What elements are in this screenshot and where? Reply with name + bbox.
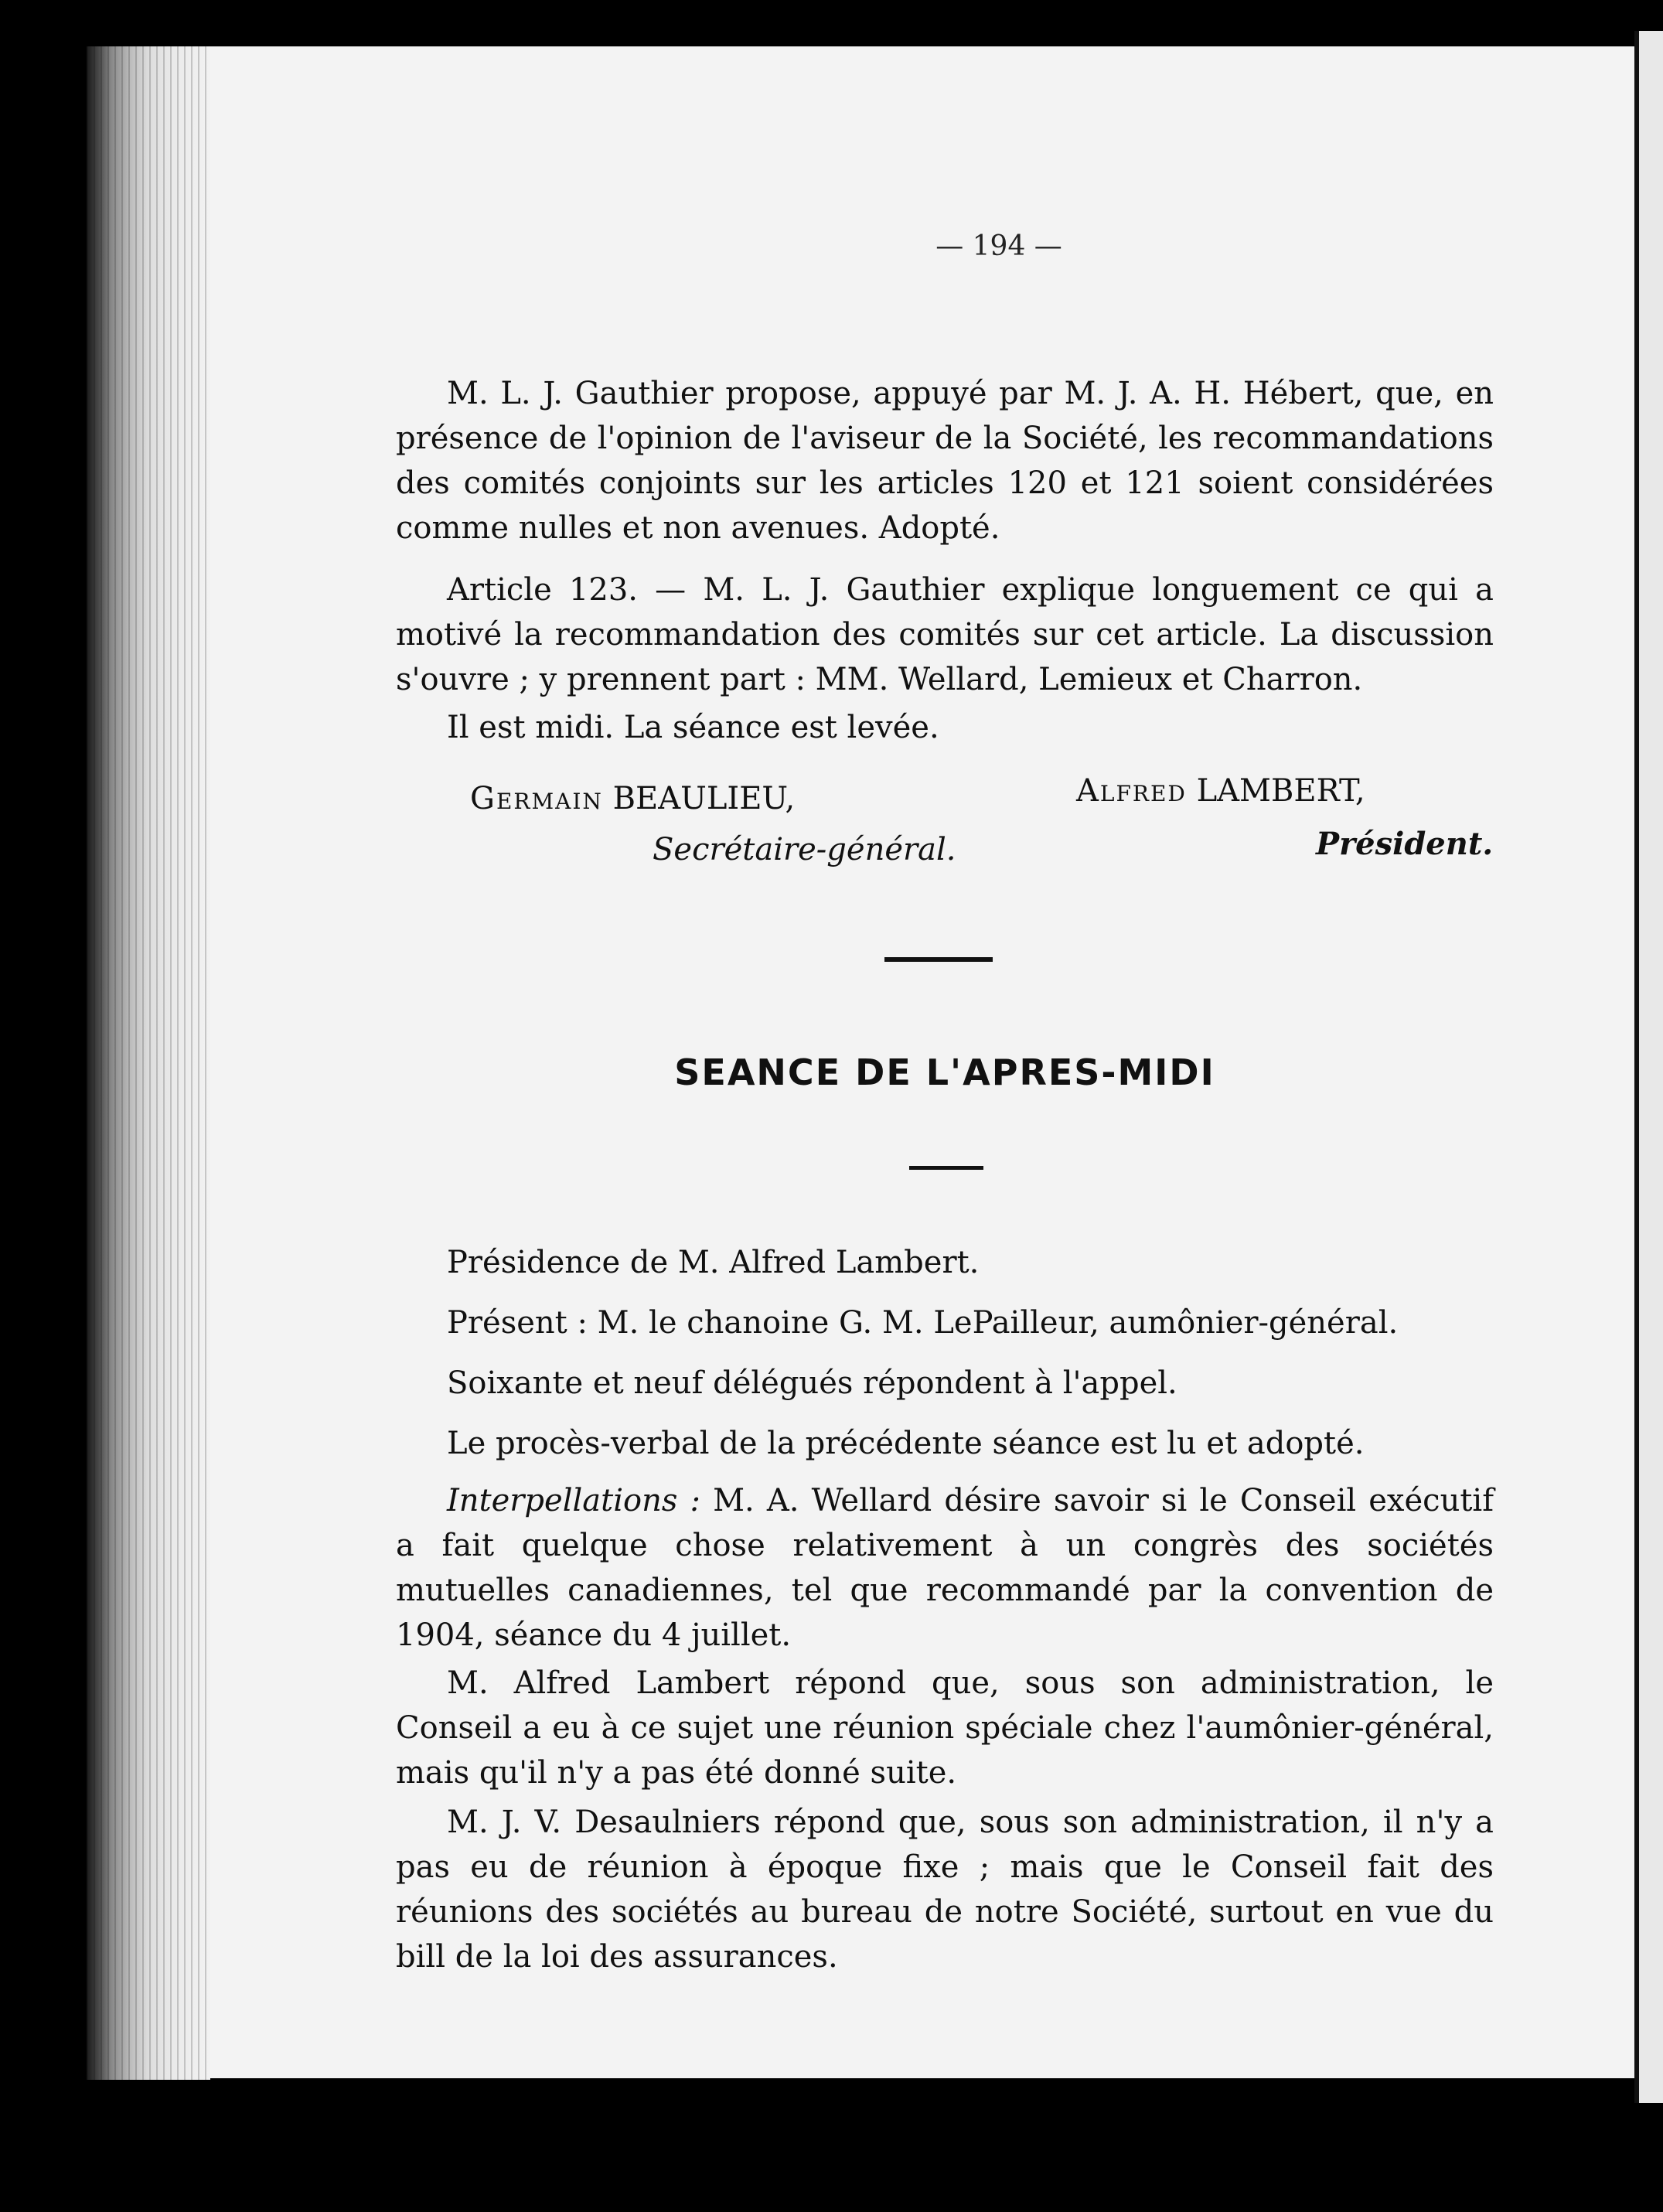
divider-rule-top	[884, 957, 993, 962]
signature-right-first-name: Alfred	[1076, 773, 1187, 809]
page-number: — 194 —	[935, 230, 1062, 262]
paragraph-midi: Il est midi. La séance est levée.	[447, 710, 939, 745]
interpellations-text: M. A. Wellard désire savoir si le Conseil exécutif a fait quelque chose relativement à un congrès des sociétés mutuelles canadiennes, tel que recommandé par la convention de 1904, séance du 4 juillet.	[396, 1483, 1494, 1653]
paragraph-gauthier-proposal: M. L. J. Gauthier propose, appuyé par M. J. A. H. Hébert, que, en présence de l'opinion de l'aviseur de la Société, les recommandations des comités conjoints sur les articles 120 et 121 soient considérées comme nulles et non avenues. Adopté.	[396, 376, 1494, 546]
paragraph-present: Présent : M. le chanoine G. M. LePailleur, aumônier-général.	[447, 1305, 1399, 1341]
paragraph-interpellations	[396, 1478, 1494, 1658]
paragraph-proces-verbal: Le procès-verbal de la précédente séance est lu et adopté.	[447, 1426, 1365, 1461]
paragraph-lambert-reply: M. Alfred Lambert répond que, sous son administration, le Conseil a eu à ce sujet une réunion spéciale chez l'aumônier-général, mais qu'il n'y a pas été donné suite.	[396, 1665, 1494, 1791]
signature-left-last-name: BEAULIEU,	[612, 781, 796, 816]
next-page-edge	[1634, 31, 1663, 2103]
paragraph-desaulniers-reply: M. J. V. Desaulniers répond que, sous son administration, il n'y a pas eu de réunion à époque fixe ; mais que le Conseil fait des réunions des sociétés au bureau de notre Société, surtout en vue du bill de la loi des assurances.	[396, 1805, 1494, 1975]
signature-right-title: Président.	[1316, 826, 1494, 862]
book-page	[210, 46, 1634, 2078]
divider-rule-bottom	[909, 1166, 983, 1170]
signature-left-first-name: Germain	[470, 781, 603, 816]
signature-right-name	[1076, 773, 1365, 809]
paragraph-article-123: Article 123. — M. L. J. Gauthier explique longuement ce qui a motivé la recommandation des comités sur cet article. La discussion s'ouvre ; y prennent part : MM. Wellard, Lemieux et Charron.	[396, 572, 1494, 697]
page-edges	[87, 46, 210, 2080]
signature-left-title: Secrétaire-général.	[653, 832, 956, 867]
paragraph-presidence: Présidence de M. Alfred Lambert.	[447, 1245, 980, 1280]
section-heading: SEANCE DE L'APRES-MIDI	[674, 1051, 1215, 1093]
signature-right-last-name: LAMBERT,	[1196, 773, 1365, 809]
interpellations-label: Interpellations :	[447, 1483, 700, 1518]
paragraph-soixante: Soixante et neuf délégués répondent à l'appel.	[447, 1365, 1177, 1401]
signature-left-name	[470, 781, 795, 816]
